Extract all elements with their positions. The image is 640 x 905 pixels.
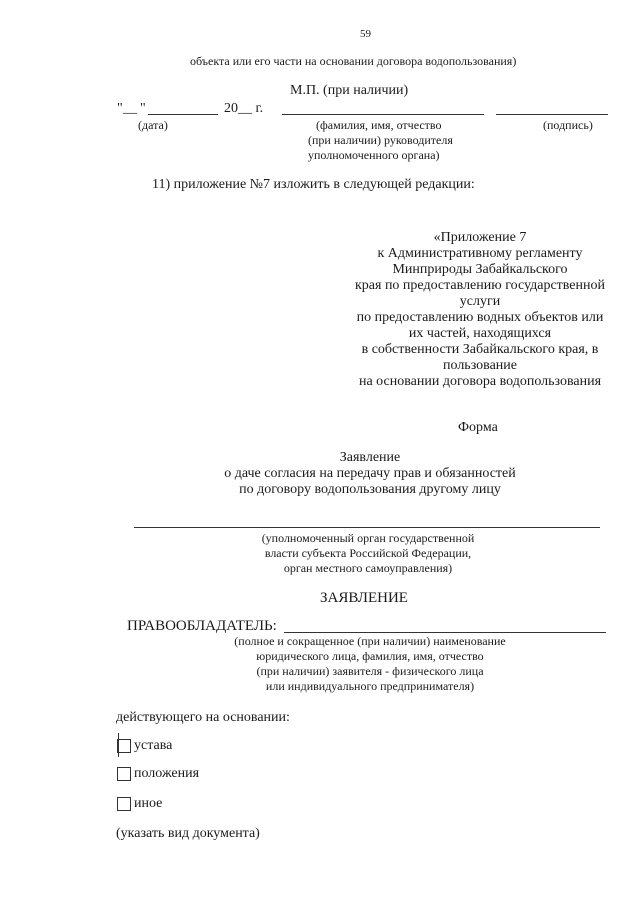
authority-caption-line: (уполномоченный орган государственной (261, 531, 475, 545)
date-caption: (дата) (138, 118, 168, 132)
rightholder-caption-line: юридического лица, фамилия, имя, отчество (256, 649, 484, 663)
authority-caption-line: орган местного самоуправления) (283, 561, 453, 575)
continuation-text: объекта или его части на основании договора водопользования) (190, 54, 517, 68)
checkbox-charter[interactable] (117, 739, 131, 753)
rightholder-label: ПРАВООБЛАДАТЕЛЬ: (127, 618, 277, 634)
appendix-line: услуги (459, 294, 501, 309)
date-close-quote: " (140, 101, 146, 116)
rightholder-caption (210, 634, 530, 694)
appendix-line: в собственности Забайкальского края, в (361, 342, 599, 357)
stamp-note: М.П. (при наличии) (290, 83, 409, 98)
appendix-line: «Приложение 7 (433, 230, 527, 245)
date-month-line (148, 114, 218, 115)
appendix-line: по предоставлению водных объектов или (356, 310, 604, 325)
appendix-line: к Административному регламенту (377, 246, 583, 261)
appendix-line: их частей, находящихся (408, 326, 552, 341)
date-year: 20__ г. (224, 101, 264, 116)
checkbox-other[interactable] (117, 797, 131, 811)
appendix-line: пользование (443, 358, 517, 373)
checkbox-regulation[interactable] (117, 767, 131, 781)
statement-title-line: Заявление (339, 450, 401, 465)
appendix-line: Минприроды Забайкальского (392, 262, 568, 277)
statement-title-line: по договору водопользования другому лицу (239, 482, 501, 497)
signature-caption: (подпись) (543, 118, 593, 132)
rightholder-caption-line: (при наличии) заявителя - физического лица (256, 664, 484, 678)
signature-line (496, 114, 608, 115)
amendment-intro: 11) приложение №7 изложить в следующей редакции: (152, 177, 475, 192)
appendix-header (335, 230, 625, 390)
basis-option-other: иное (134, 796, 163, 811)
basis-option-regulation: положения (134, 766, 200, 781)
document-type-hint: (указать вид документа) (116, 826, 260, 841)
rightholder-caption-line: или индивидуального предпринимателя) (265, 679, 475, 693)
page-number: 59 (360, 28, 371, 40)
appendix-line: на основании договора водопользования (358, 374, 602, 389)
authority-caption-line: власти субъекта Российской Федерации, (264, 546, 472, 560)
basis-option-charter: устава (134, 738, 173, 753)
statement-title-line: о даче согласия на передачу прав и обязанностей (224, 466, 516, 481)
rightholder-line (284, 632, 606, 633)
basis-label: действующего на основании: (116, 710, 290, 725)
name-caption-line3: уполномоченного органа) (308, 148, 440, 162)
name-caption-line1: (фамилия, имя, отчество (316, 118, 442, 132)
name-signature-line (282, 114, 484, 115)
rightholder-caption-line: (полное и сокращенное (при наличии) наименование (234, 634, 506, 648)
statement-title (170, 450, 570, 498)
authority-line (134, 527, 600, 528)
form-label: Форма (458, 420, 498, 435)
section-heading: ЗАЯВЛЕНИЕ (320, 590, 408, 606)
authority-caption (218, 531, 518, 576)
name-caption-line2: (при наличии) руководителя (308, 133, 453, 147)
date-open-quote: " (117, 101, 123, 116)
date-day-blank: __ (123, 101, 137, 116)
appendix-line: края по предоставлению государственной (354, 278, 605, 293)
